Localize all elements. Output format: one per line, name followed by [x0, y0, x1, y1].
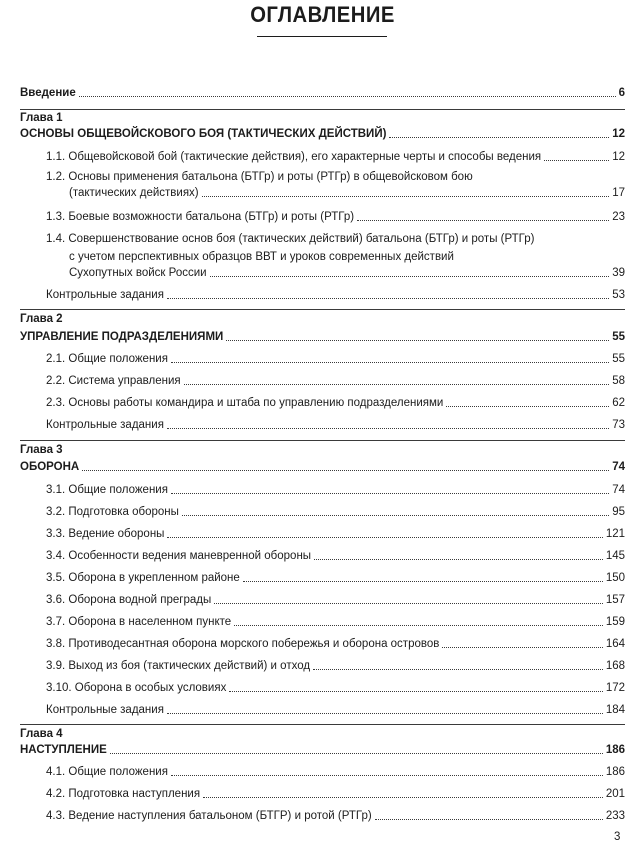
leader-dots: [544, 160, 609, 161]
toc-entry-label: Контрольные задания: [46, 704, 164, 716]
toc-entry[interactable]: [46, 483, 625, 497]
toc-entry[interactable]: [46, 150, 625, 164]
toc-entry-page: 62: [612, 397, 625, 409]
chapter-title-entry[interactable]: [20, 460, 625, 474]
leader-dots: [110, 753, 603, 754]
leader-dots: [313, 669, 603, 670]
leader-dots: [389, 137, 609, 138]
chapter-title-entry[interactable]: [20, 127, 625, 141]
toc-entry-page: 73: [612, 419, 625, 431]
toc-entry-page: 53: [612, 289, 625, 301]
toc-entry-label: 3.2. Подготовка обороны: [46, 506, 179, 518]
leader-dots: [167, 537, 602, 538]
chapter-title-entry[interactable]: [20, 743, 625, 757]
toc-entry[interactable]: [69, 186, 625, 200]
leader-dots: [167, 713, 603, 714]
leader-dots: [82, 470, 609, 471]
toc-entry-label: 3.5. Оборона в укрепленном районе: [46, 572, 240, 584]
leader-dots: [202, 196, 610, 197]
chapter-label: Глава 3: [20, 444, 63, 456]
chapter-title: УПРАВЛЕНИЕ ПОДРАЗДЕЛЕНИЯМИ: [20, 331, 224, 343]
toc-entry-label: 2.3. Основы работы командира и штаба по управлению подразделениями: [46, 397, 444, 409]
chapter-page: 186: [605, 744, 625, 756]
toc-entry[interactable]: [46, 288, 625, 302]
leader-dots: [171, 493, 609, 494]
chapter-page: 55: [612, 331, 625, 343]
toc-entry-intro[interactable]: [20, 86, 625, 100]
leader-dots: [79, 96, 616, 97]
leader-dots: [167, 428, 609, 429]
toc-entry-label: 4.2. Подготовка наступления: [46, 788, 201, 800]
toc-entry-page: 39: [612, 267, 625, 279]
toc-entry-label: Сухопутных войск России: [69, 267, 207, 279]
toc-entry[interactable]: [46, 765, 625, 779]
toc-entry[interactable]: [46, 549, 625, 563]
toc-entry-page: 145: [605, 550, 625, 562]
toc-entry-label: 1.2. Основы применения батальона (БТГр) и роты (РТГр) в общевойсковом бою: [46, 171, 473, 183]
toc-entry-page: 233: [605, 810, 625, 822]
toc-entry-page: 172: [605, 682, 625, 694]
toc-entry-label: 3.3. Ведение обороны: [46, 528, 165, 540]
toc-entry-label: 3.6. Оборона водной преграды: [46, 594, 212, 606]
toc-entry-page: 186: [605, 766, 625, 778]
toc-entry-label: Введение: [20, 87, 76, 99]
toc-entry[interactable]: [46, 615, 625, 629]
chapter-title: ОБОРОНА: [20, 461, 80, 473]
toc-entry-label: 1.4. Совершенствование основ боя (тактических действий) батальона (БТГр) и роты (РТГр): [46, 233, 535, 245]
toc-entry-line[interactable]: [46, 232, 625, 246]
toc-entry-label: 4.3. Ведение наступления батальоном (БТГР) и ротой (РТГр): [46, 810, 372, 822]
leader-dots: [214, 603, 603, 604]
toc-entry-page: 95: [612, 506, 625, 518]
toc-entry-label: 2.2. Система управления: [46, 375, 181, 387]
toc-entry[interactable]: [46, 703, 625, 717]
toc-entry-label: Контрольные задания: [46, 289, 164, 301]
toc-entry-label: 3.1. Общие положения: [46, 484, 168, 496]
chapter-divider: [20, 724, 625, 725]
toc-entry[interactable]: [46, 787, 625, 801]
toc-entry[interactable]: [46, 418, 625, 432]
toc-entry[interactable]: [69, 266, 625, 280]
toc-entry[interactable]: [46, 210, 625, 224]
toc-entry-page: 17: [612, 187, 625, 199]
chapter-label: Глава 1: [20, 112, 63, 124]
chapter-divider: [20, 309, 625, 310]
leader-dots: [357, 220, 609, 221]
toc-entry[interactable]: [46, 659, 625, 673]
toc-entry[interactable]: [46, 593, 625, 607]
toc-entry-page: 55: [612, 353, 625, 365]
toc-entry-label: 1.3. Боевые возможности батальона (БТГр) и роты (РТГр): [46, 211, 355, 223]
leader-dots: [226, 340, 609, 341]
toc-entry[interactable]: [46, 571, 625, 585]
leader-dots: [442, 647, 602, 648]
toc-entry[interactable]: [46, 809, 625, 823]
toc-entry-label: 3.9. Выход из боя (тактических действий) и отход: [46, 660, 311, 672]
toc-entry[interactable]: [46, 527, 625, 541]
leader-dots: [203, 797, 603, 798]
toc-entry[interactable]: [46, 352, 625, 366]
leader-dots: [243, 581, 603, 582]
chapter-page: 12: [612, 128, 625, 140]
toc-entry[interactable]: [46, 505, 625, 519]
chapter-title-entry[interactable]: [20, 330, 625, 344]
toc-entry-label: 3.10. Оборона в особых условиях: [46, 682, 227, 694]
leader-dots: [375, 819, 603, 820]
leader-dots: [234, 625, 603, 626]
leader-dots: [446, 406, 609, 407]
toc-entry-label: Контрольные задания: [46, 419, 164, 431]
chapter-label: Глава 4: [20, 728, 63, 740]
toc-entry-page: 184: [605, 704, 625, 716]
toc-entry-line[interactable]: [46, 170, 625, 184]
chapter-divider: [20, 109, 625, 110]
toc-entry[interactable]: [46, 637, 625, 651]
leader-dots: [229, 691, 602, 692]
page-title: ОГЛАВЛЕНИЕ: [250, 2, 395, 27]
toc-entry[interactable]: [46, 374, 625, 388]
chapter-page: 74: [612, 461, 625, 473]
toc-entry-page: 74: [612, 484, 625, 496]
chapter-label: Глава 2: [20, 313, 63, 325]
toc-entry-label: 2.1. Общие положения: [46, 353, 168, 365]
toc-entry-page: 23: [612, 211, 625, 223]
toc-entry-page: 58: [612, 375, 625, 387]
toc-entry-page: 159: [605, 616, 625, 628]
toc-entry-line[interactable]: [69, 250, 625, 264]
toc-entry-page: 157: [605, 594, 625, 606]
toc-entry-page: 150: [605, 572, 625, 584]
leader-dots: [314, 559, 603, 560]
toc-entry-label: 3.7. Оборона в населенном пункте: [46, 616, 232, 628]
toc-entry[interactable]: [46, 396, 625, 410]
toc-entry-label: 1.1. Общевойсковой бой (тактические действия), его характерные черты и способы ведения: [46, 151, 542, 163]
toc-entry-label: (тактических действиях): [69, 187, 199, 199]
toc-entry-page: 164: [605, 638, 625, 650]
chapter-title: НАСТУПЛЕНИЕ: [20, 744, 107, 756]
toc-entry-page: 201: [605, 788, 625, 800]
leader-dots: [167, 298, 609, 299]
leader-dots: [171, 775, 603, 776]
leader-dots: [171, 362, 609, 363]
leader-dots: [182, 515, 609, 516]
chapter-title: ОСНОВЫ ОБЩЕВОЙСКОВОГО БОЯ (ТАКТИЧЕСКИХ ДЕЙСТВИЙ): [20, 128, 387, 140]
toc-entry-label: с учетом перспективных образцов ВВТ и уроков современных действий: [69, 251, 454, 263]
toc-entry-page: 6: [618, 87, 625, 99]
toc-entry-label: 3.8. Противодесантная оборона морского побережья и оборона островов: [46, 638, 440, 650]
leader-dots: [184, 384, 610, 385]
toc-entry-label: 4.1. Общие положения: [46, 766, 168, 778]
page-number: 3: [614, 831, 621, 843]
toc-entry-page: 12: [612, 151, 625, 163]
toc-entry-page: 168: [605, 660, 625, 672]
toc-entry[interactable]: [46, 681, 625, 695]
toc-entry-page: 121: [605, 528, 625, 540]
toc-entry-label: 3.4. Особенности ведения маневренной обороны: [46, 550, 312, 562]
chapter-divider: [20, 440, 625, 441]
leader-dots: [210, 276, 610, 277]
